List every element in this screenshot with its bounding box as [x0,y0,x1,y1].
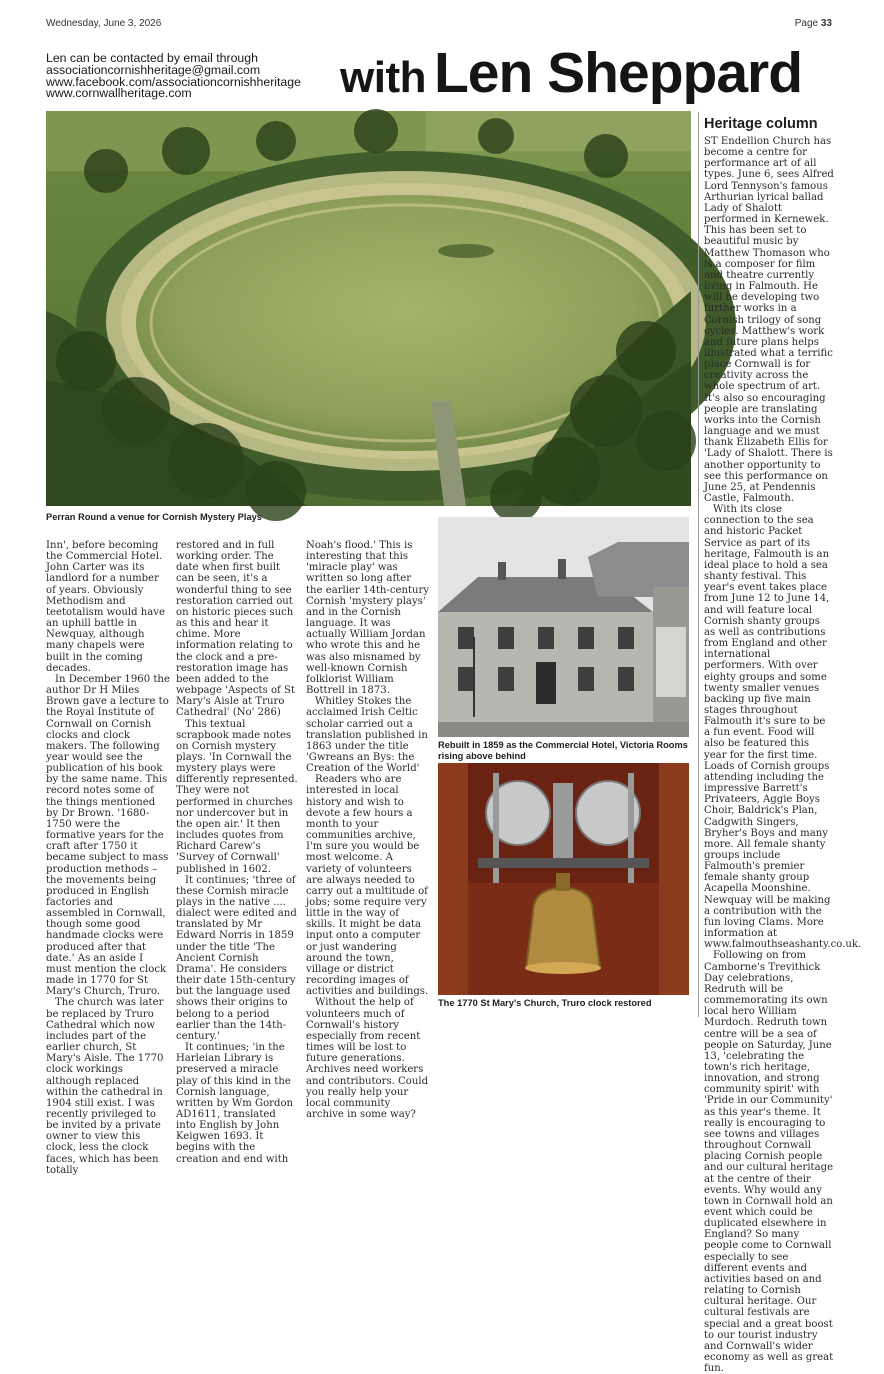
hotel-photo-caption: Rebuilt in 1859 as the Commercial Hotel, Victoria Rooms rising above behind [438,740,688,761]
body-paragraph: Readers who are interested in local history and wish to devote a few hours a month to your communities archive, I'm sure you would be most welcome. A variety of volunteers are always needed to carry out a multitude of jobs; some require very little in the way of skills. It might be data input onto a computer or just wandering around the town, village or district recording images of activities and buildings. [306,774,429,998]
clock-photo-caption: The 1770 St Mary's Church, Truro clock restored [438,998,652,1008]
sidebar-paragraph: With its close connection to the sea and historic Packet Service as part of its heritage, Falmouth is an ideal place to hold a sea shanty festival. This year's event takes place from June 12 to June 14, and will feature local Cornish shanty groups as well as contributions from England and other international performers. With over eighty groups and some twenty smaller venues backing up five main stages throughout Falmouth it's sure to be a fun event. Food will also be featured this year for the first time. Loads of Cornish groups attending including the impressive Barrett's Privateers, Aggie Boys Choir, Baldrick's Plan, Cadgwith Singers, Bryher's Boys and many more. All female shanty groups include Falmouth's premier female shanty group Acapella Moonshine. Newquay will be making a contribution with the fun loving Clams. More information at www.falmouthseashanty.co.uk. [704,504,862,951]
page-label: Page [794,18,819,29]
main-photo-caption: Perran Round a venue for Cornish Mystery Plays [46,512,262,522]
page-number [795,18,832,29]
running-header [46,18,832,32]
body-column-2 [176,540,298,1165]
body-paragraph: Whitley Stokes the acclaimed Irish Celtic scholar carried out a translation published in 1863 under the title 'Gwreans an Bys: the Creation of the World' [306,696,428,775]
column-masthead [340,40,840,104]
body-paragraph: The church was later be replaced by Truro Cathedral which now includes part of the earlier church, St Mary's Aisle. The 1770 clock workings although replaced within the cathedral in 1904 still exist. I was recently privileged to be invited by a private owner to view this clock, less the clock faces, which has been totally [46,997,164,1176]
contact-facebook-link[interactable]: www.facebook.com/associationcornishheritage [46,74,301,89]
perran-round-illustration [46,111,691,506]
commercial-hotel-illustration [438,517,689,737]
body-paragraph: In December 1960 the author Dr H Miles Brown gave a lecture to the Royal Institute of Cornwall on Cornish clocks and clock makers. The following year would see the publication of his book by the same name. This record notes some of the things mentioned by Dr Brown. '1680-1750 were the formative years for the craft after 1750 it became subject to mass production methods – the movements being produced in English factories and assembled in Cornwall, though some good handmade clocks were produced after that date.' As an aside I must mention the clock made in 1770 for St Mary's Church, Truro. [46,673,170,998]
contact-email[interactable]: associationcornishheritage@gmail.com [46,62,261,77]
body-paragraph: restored and in full working order. The date when first built can be seen, it's a wonderful thing to see restoration carried out on historic pieces such as this and hear it chime. More information relating to the clock and a pre-restoration image has been added to the webpage 'Aspects of St Mary's Aisle at Truro Cathedral' (No' 286) [176,540,295,719]
body-column-3 [306,540,430,1120]
clock-mechanism-illustration [438,763,689,995]
masthead-author-name: Len Sheppard [433,41,803,105]
sidebar-paragraph: Following on from Camborne's Trevithick Day celebrations, Redruth will be commemorating its own local hero William Murdoch. Redruth town centre will be a sea of people on Saturday, June 13, 'celebrating the town's rich heritage, innovation, and strong community spirit' with 'Pride in our Community' as this year's theme. It really is encouraging to see towns and villages throughout Cornwall placing Cornish people and our cultural heritage at the centre of their events. Why would any town in Cornwall hold an event which could be duplicated elsewhere in England? So many people come to Cornwall especially to see different events and activities based on and relating to Cornish cultural heritage. Our cultural festivals are special and a great boost to our tourist industry and Cornwall's wider economy as well as great fun. [704,950,834,1374]
body-paragraph: This textual scrapbook made notes on Cornish mystery plays. 'In Cornwall the mystery plays were differently represented. They were not performed in churches nor undercover but in the open air.' It then includes quotes from Richard Carew's 'Survey of Cornwall' published in 1602. [176,718,298,875]
masthead-with: with [340,53,426,102]
clock-mechanism-photo [438,763,689,995]
page-number-value: 33 [820,18,832,29]
contact-block [46,53,346,100]
body-paragraph: Without the help of volunteers much of Cornwall's history especially from recent times will be lost to future generations. Archives need workers and contributors. Could you really help your local community archive in some way? [306,997,429,1120]
issue-date: Wednesday, June 3, 2026 [46,18,162,29]
perran-round-photo [46,111,691,506]
body-paragraph: Inn', before becoming the Commercial Hotel. John Carter was its landlord for a number of years. Obviously Methodism and teetotalism would have an uphill battle in Newquay, although many chapels were built in the coming decades. [46,540,165,674]
sidebar-column [704,136,862,1374]
body-paragraph: Noah's flood.' This is interesting that this 'miracle play' was written so long after the earlier 14th-century Cornish 'mystery plays' and in the Cornish language. It was actually William Jordan who wrote this and he was also misnamed by well-known Cornish folklorist William Bottrell in 1873. [306,540,430,697]
commercial-hotel-photo [438,517,689,737]
sidebar-divider [698,112,699,1017]
contact-line-intro: Len can be contacted by email through [46,51,258,65]
body-paragraph: It continues; 'in the Harleian Library is preserved a miracle play of this kind in the Cornish language, written by Wm Gordon AD1611, translated into English by John Keigwen 1693. It begins with the creation and end with [176,1042,294,1165]
body-column-1 [46,540,170,1176]
sidebar-heading: Heritage column [704,116,818,132]
contact-website-link[interactable]: www.cornwallheritage.com [46,86,192,101]
body-paragraph: It continues; 'three of these Cornish miracle plays in the native .... dialect were edited and translated by Mr Edward Norris in 1859 under the title 'The Ancient Cornish Drama'. He considers their date 15th-century but the language used shows their origins to belong to a period earlier than the 14th-century.' [176,874,297,1042]
sidebar-paragraph: ST Endellion Church has become a centre for performance art of all types. June 6, sees Alfred Lord Tennyson's famous Arthurian lyrical ballad Lady of Shalott performed in Kernewek. This has been set to beautiful music by Matthew Thomason who is a composer for film and theatre currently living in Falmouth. He will be developing two further works in a Cornish trilogy of song cycles. Matthew's work and future plans helps illustrated what a terrific place Cornwall is for creativity across the whole spectrum of art. It's also so encouraging people are translating works into the Cornish language and we must thank Elizabeth Ellis for 'Lady of Shalott. There is another opportunity to see this performance on June 25, at Pendennis Castle, Falmouth. [704,136,834,504]
